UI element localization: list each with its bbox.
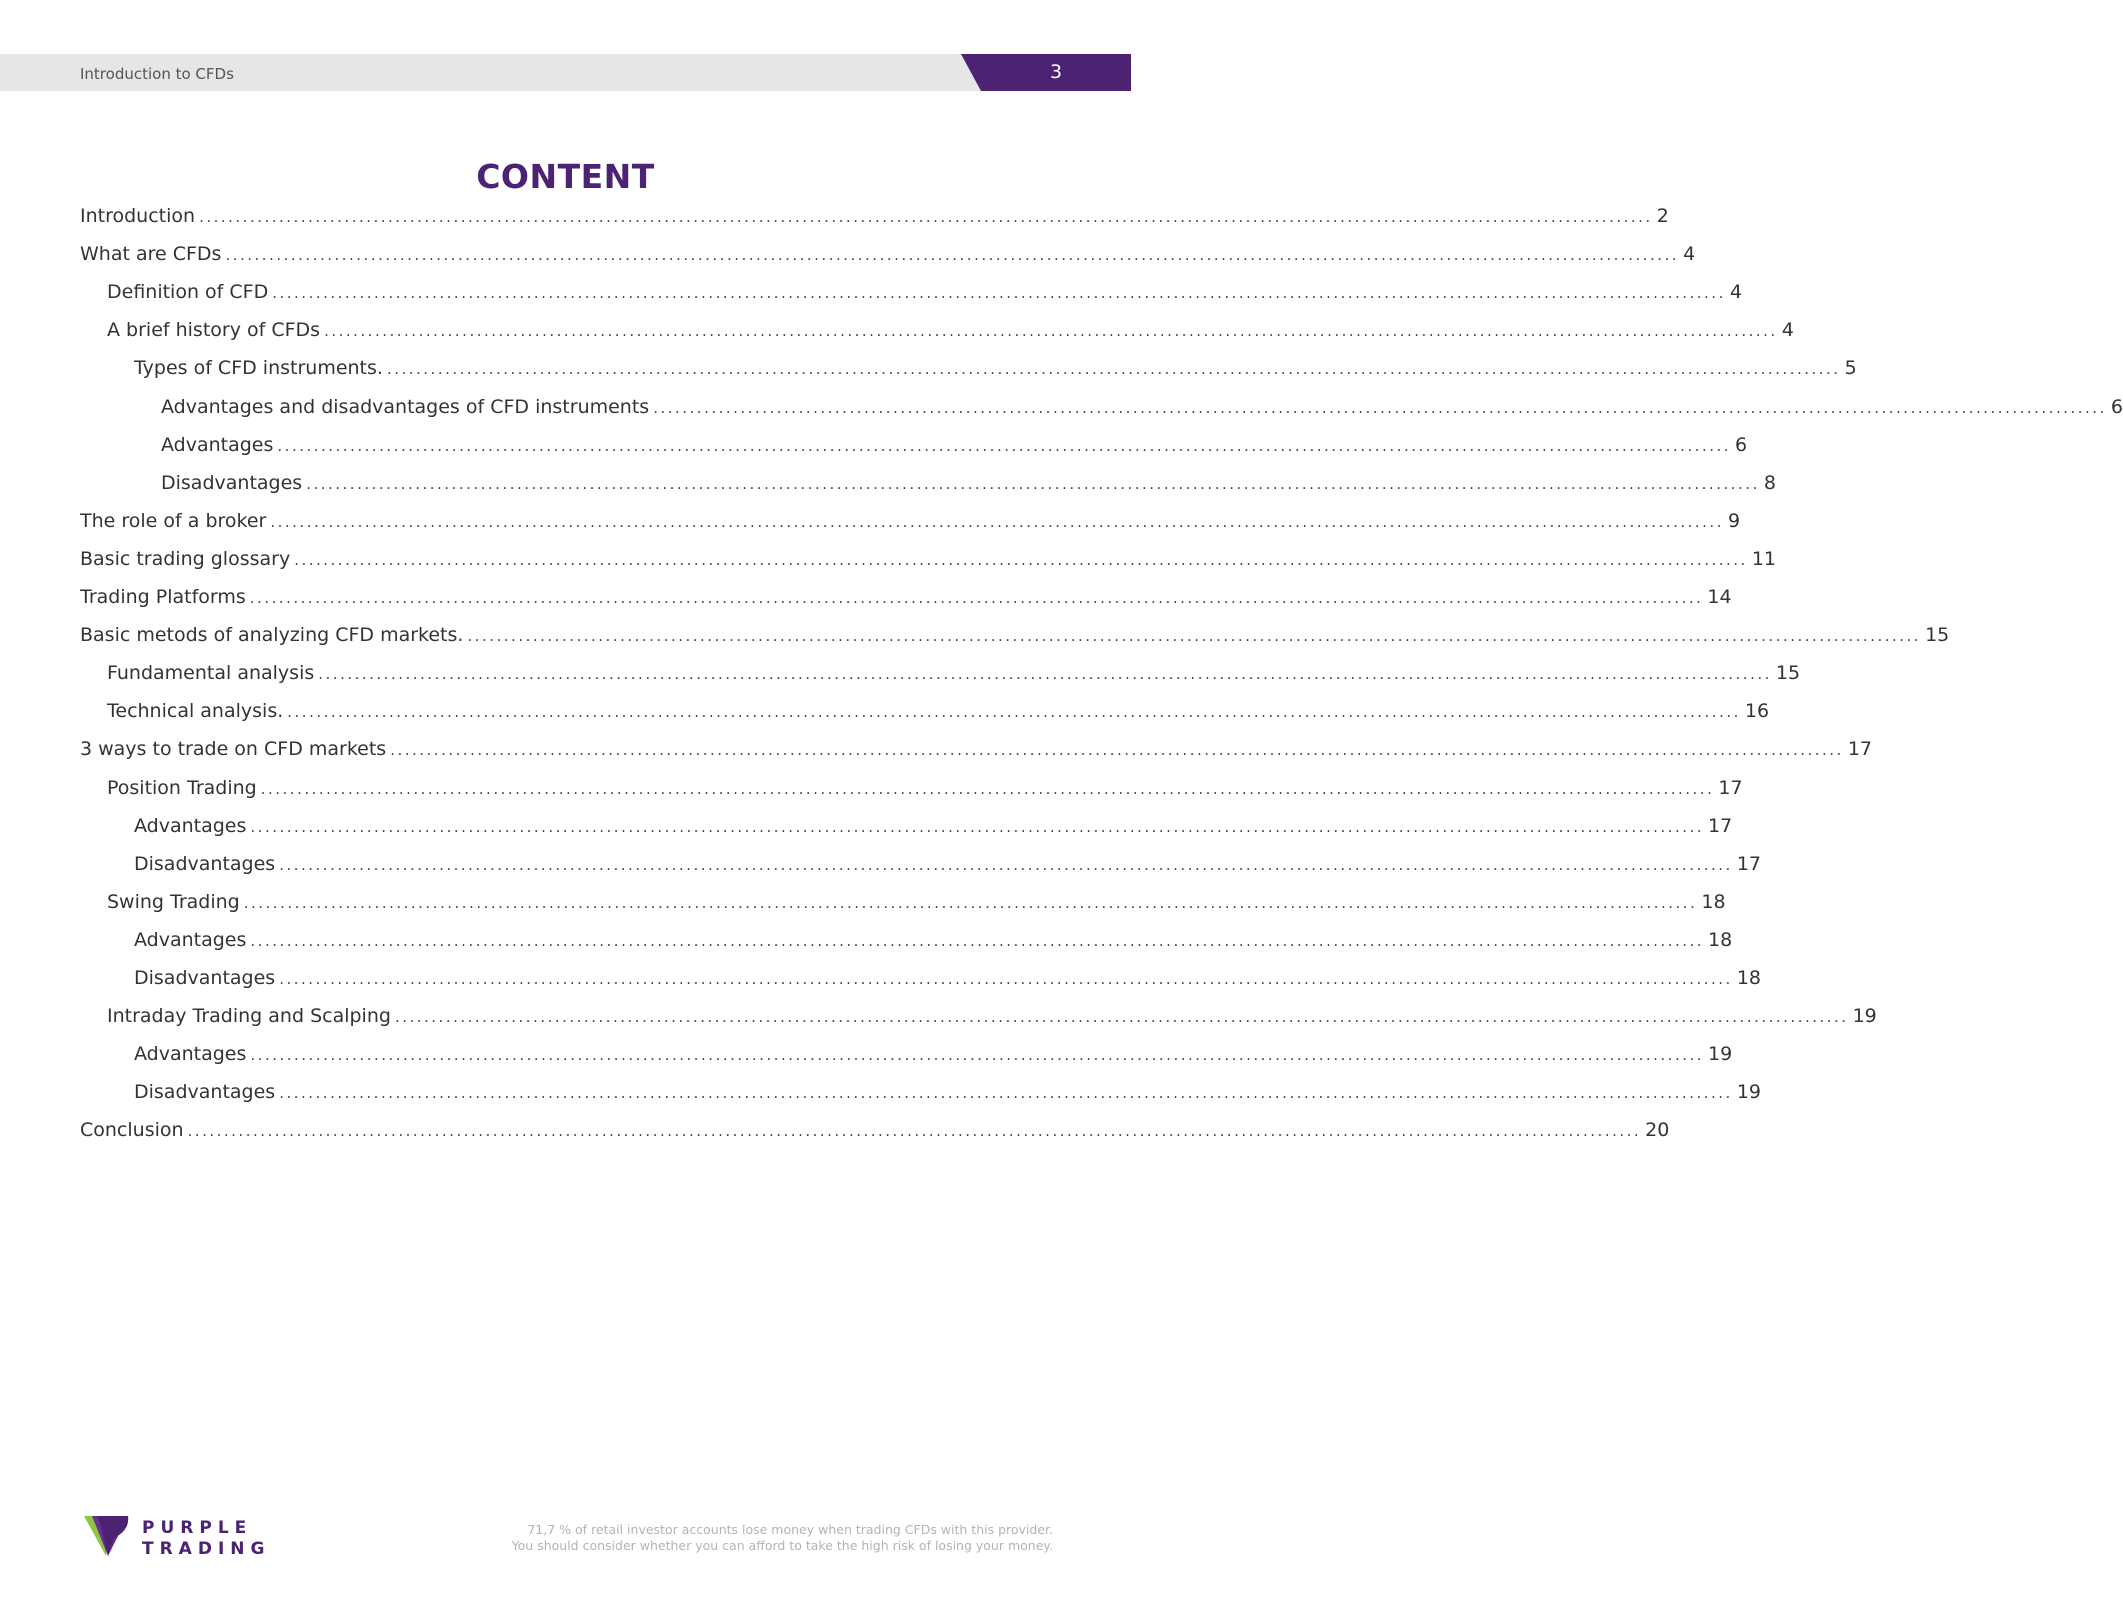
- toc-entry-label: Trading Platforms: [80, 586, 246, 608]
- disclaimer-line-2: You should consider whether you can afford to take the high risk of losing your money.: [511, 1538, 1053, 1553]
- toc-entry-label: Disadvantages: [161, 472, 303, 494]
- toc-dot-leader: ........................................................................................................................................................................................................: [277, 437, 1732, 455]
- toc-entry-page: 4: [1683, 243, 1696, 265]
- toc-dot-leader: ........................................................................................................................................................................................................: [394, 1008, 1849, 1026]
- toc-entry-label: What are CFDs: [80, 243, 222, 265]
- toc-entry[interactable]: [107, 888, 1726, 916]
- toc-entry-page: 5: [1844, 357, 1857, 379]
- toc-entry-page: 17: [1708, 815, 1733, 837]
- toc-entry-page: 9: [1727, 510, 1741, 532]
- toc-entry-label: Disadvantages: [134, 1081, 276, 1103]
- toc-entry[interactable]: [80, 202, 1669, 230]
- toc-entry-label: Definition of CFD: [107, 281, 269, 303]
- toc-dot-leader: ........................................................................................................................................................................................................: [287, 703, 1741, 721]
- toc-entry[interactable]: [107, 278, 1742, 306]
- toc-dot-leader: ........................................................................................................................................................................................................: [225, 246, 1680, 264]
- logo-mark-icon: [84, 1516, 132, 1560]
- toc-entry-label: Swing Trading: [107, 891, 240, 913]
- header-title: Introduction to CFDs: [80, 65, 234, 83]
- toc-entry[interactable]: [80, 507, 1741, 535]
- page-number: 3: [1049, 61, 1063, 83]
- toc-entry[interactable]: [107, 774, 1743, 802]
- toc-dot-leader: ........................................................................................................................................................................................................: [270, 513, 1724, 531]
- toc-entry[interactable]: [80, 621, 1950, 649]
- toc-entry-page: 17: [1718, 777, 1743, 799]
- toc-entry[interactable]: [134, 926, 1733, 954]
- toc-entry[interactable]: [107, 659, 1801, 687]
- toc-entry-page: 11: [1751, 548, 1776, 570]
- toc-dot-leader: ........................................................................................................................................................................................................: [279, 1084, 1733, 1102]
- toc-entry-label: Advantages: [134, 1043, 247, 1065]
- toc-dot-leader: ........................................................................................................................................................................................................: [653, 399, 2107, 417]
- toc-entry[interactable]: [107, 316, 1794, 344]
- toc-entry-label: Basic metods of analyzing CFD markets.: [80, 624, 464, 646]
- toc-dot-leader: ........................................................................................................................................................................................................: [243, 894, 1698, 912]
- toc-dot-leader: ........................................................................................................................................................................................................: [318, 665, 1772, 683]
- toc-dot-leader: ........................................................................................................................................................................................................: [260, 780, 1715, 798]
- toc-entry[interactable]: [134, 354, 1857, 382]
- toc-entry-page: 17: [1736, 853, 1761, 875]
- toc-entry-page: 18: [1708, 929, 1733, 951]
- logo-line-2: TRADING: [142, 1539, 271, 1559]
- toc-entry-page: 2: [1656, 205, 1669, 227]
- page-number-tab: [961, 54, 1131, 91]
- toc-entry-label: Disadvantages: [134, 853, 276, 875]
- toc-dot-leader: ........................................................................................................................................................................................................: [279, 856, 1733, 874]
- toc-entry-label: 3 ways to trade on CFD markets: [80, 738, 387, 760]
- disclaimer-line-1: 71,7 % of retail investor accounts lose money when trading CFDs with this provider.: [527, 1522, 1053, 1537]
- toc-dot-leader: ........................................................................................................................................................................................................: [306, 475, 1760, 493]
- toc-dot-leader: ........................................................................................................................................................................................................: [199, 208, 1653, 226]
- toc-entry-page: 16: [1744, 700, 1770, 722]
- toc-entry-label: The role of a broker: [80, 510, 267, 532]
- toc-entry-label: Fundamental analysis: [107, 662, 315, 684]
- toc-entry[interactable]: [134, 1078, 1761, 1106]
- toc-entry[interactable]: [80, 1116, 1670, 1144]
- toc-entry-label: Disadvantages: [134, 967, 276, 989]
- toc-entry-label: Intraday Trading and Scalping: [107, 1005, 391, 1027]
- toc-entry[interactable]: [161, 431, 1748, 459]
- toc-entry-page: 4: [1781, 319, 1794, 341]
- toc-entry-label: A brief history of CFDs: [107, 319, 321, 341]
- toc-dot-leader: ........................................................................................................................................................................................................: [279, 970, 1733, 988]
- toc-entry-label: Advantages: [161, 434, 274, 456]
- toc-entry[interactable]: [134, 850, 1761, 878]
- toc-dot-leader: ........................................................................................................................................................................................................: [250, 818, 1705, 836]
- toc-entry-label: Advantages: [134, 815, 247, 837]
- toc-dot-leader: ........................................................................................................................................................................................................: [250, 932, 1705, 950]
- toc-entry-label: Types of CFD instruments.: [134, 357, 383, 379]
- toc-dot-leader: ........................................................................................................................................................................................................: [187, 1122, 1642, 1140]
- toc-entry[interactable]: [80, 735, 1873, 763]
- toc-dot-leader: ........................................................................................................................................................................................................: [386, 360, 1841, 378]
- toc-entry-label: Conclusion: [80, 1119, 184, 1141]
- toc-entry-label: Advantages and disadvantages of CFD instruments: [161, 396, 650, 418]
- toc-entry-page: 6: [1735, 434, 1748, 456]
- toc-dot-leader: ........................................................................................................................................................................................................: [272, 284, 1726, 302]
- toc-entry[interactable]: [161, 469, 1776, 497]
- logo-text: [142, 1518, 270, 1560]
- toc-entry[interactable]: [107, 1002, 1877, 1030]
- toc-entry[interactable]: [134, 1040, 1733, 1068]
- toc-dot-leader: ........................................................................................................................................................................................................: [249, 589, 1704, 607]
- purple-trading-logo: [84, 1516, 274, 1564]
- toc-entry-label: Basic trading glossary: [80, 548, 291, 570]
- toc-dot-leader: ........................................................................................................................................................................................................: [324, 322, 1778, 340]
- toc-dot-leader: ........................................................................................................................................................................................................: [390, 741, 1844, 759]
- toc-entry[interactable]: [161, 393, 2123, 421]
- toc-entry-page: 20: [1645, 1119, 1670, 1141]
- toc-entry-page: 14: [1707, 586, 1732, 608]
- toc-entry[interactable]: [134, 812, 1733, 840]
- toc-entry-page: 18: [1736, 967, 1761, 989]
- toc-entry-page: 4: [1729, 281, 1742, 303]
- toc-entry-page: 6: [2110, 396, 2123, 418]
- toc-entry-label: Technical analysis.: [107, 700, 284, 722]
- toc-entry[interactable]: [80, 545, 1776, 573]
- logo-line-1: PURPLE: [142, 1518, 253, 1538]
- risk-disclaimer: [512, 1522, 1053, 1554]
- toc-entry-page: 8: [1763, 472, 1776, 494]
- toc-entry-page: 19: [1736, 1081, 1761, 1103]
- toc-entry-page: 17: [1847, 738, 1873, 760]
- toc-entry-label: Position Trading: [107, 777, 257, 799]
- toc-entry[interactable]: [80, 240, 1696, 268]
- toc-entry[interactable]: [80, 583, 1732, 611]
- toc-dot-leader: ........................................................................................................................................................................................................: [294, 551, 1748, 569]
- toc-entry[interactable]: [134, 964, 1761, 992]
- toc-entry-page: 18: [1701, 891, 1726, 913]
- toc-dot-leader: ........................................................................................................................................................................................................: [467, 627, 1922, 645]
- toc-entry-page: 15: [1925, 624, 1950, 646]
- toc-entry-page: 19: [1708, 1043, 1733, 1065]
- page-title: CONTENT: [476, 157, 655, 196]
- toc-entry-page: 19: [1852, 1005, 1877, 1027]
- toc-entry-label: Introduction: [80, 205, 196, 227]
- toc-entry[interactable]: [107, 697, 1770, 725]
- toc-entry-page: 15: [1775, 662, 1801, 684]
- toc-dot-leader: ........................................................................................................................................................................................................: [250, 1046, 1705, 1064]
- toc-entry-label: Advantages: [134, 929, 247, 951]
